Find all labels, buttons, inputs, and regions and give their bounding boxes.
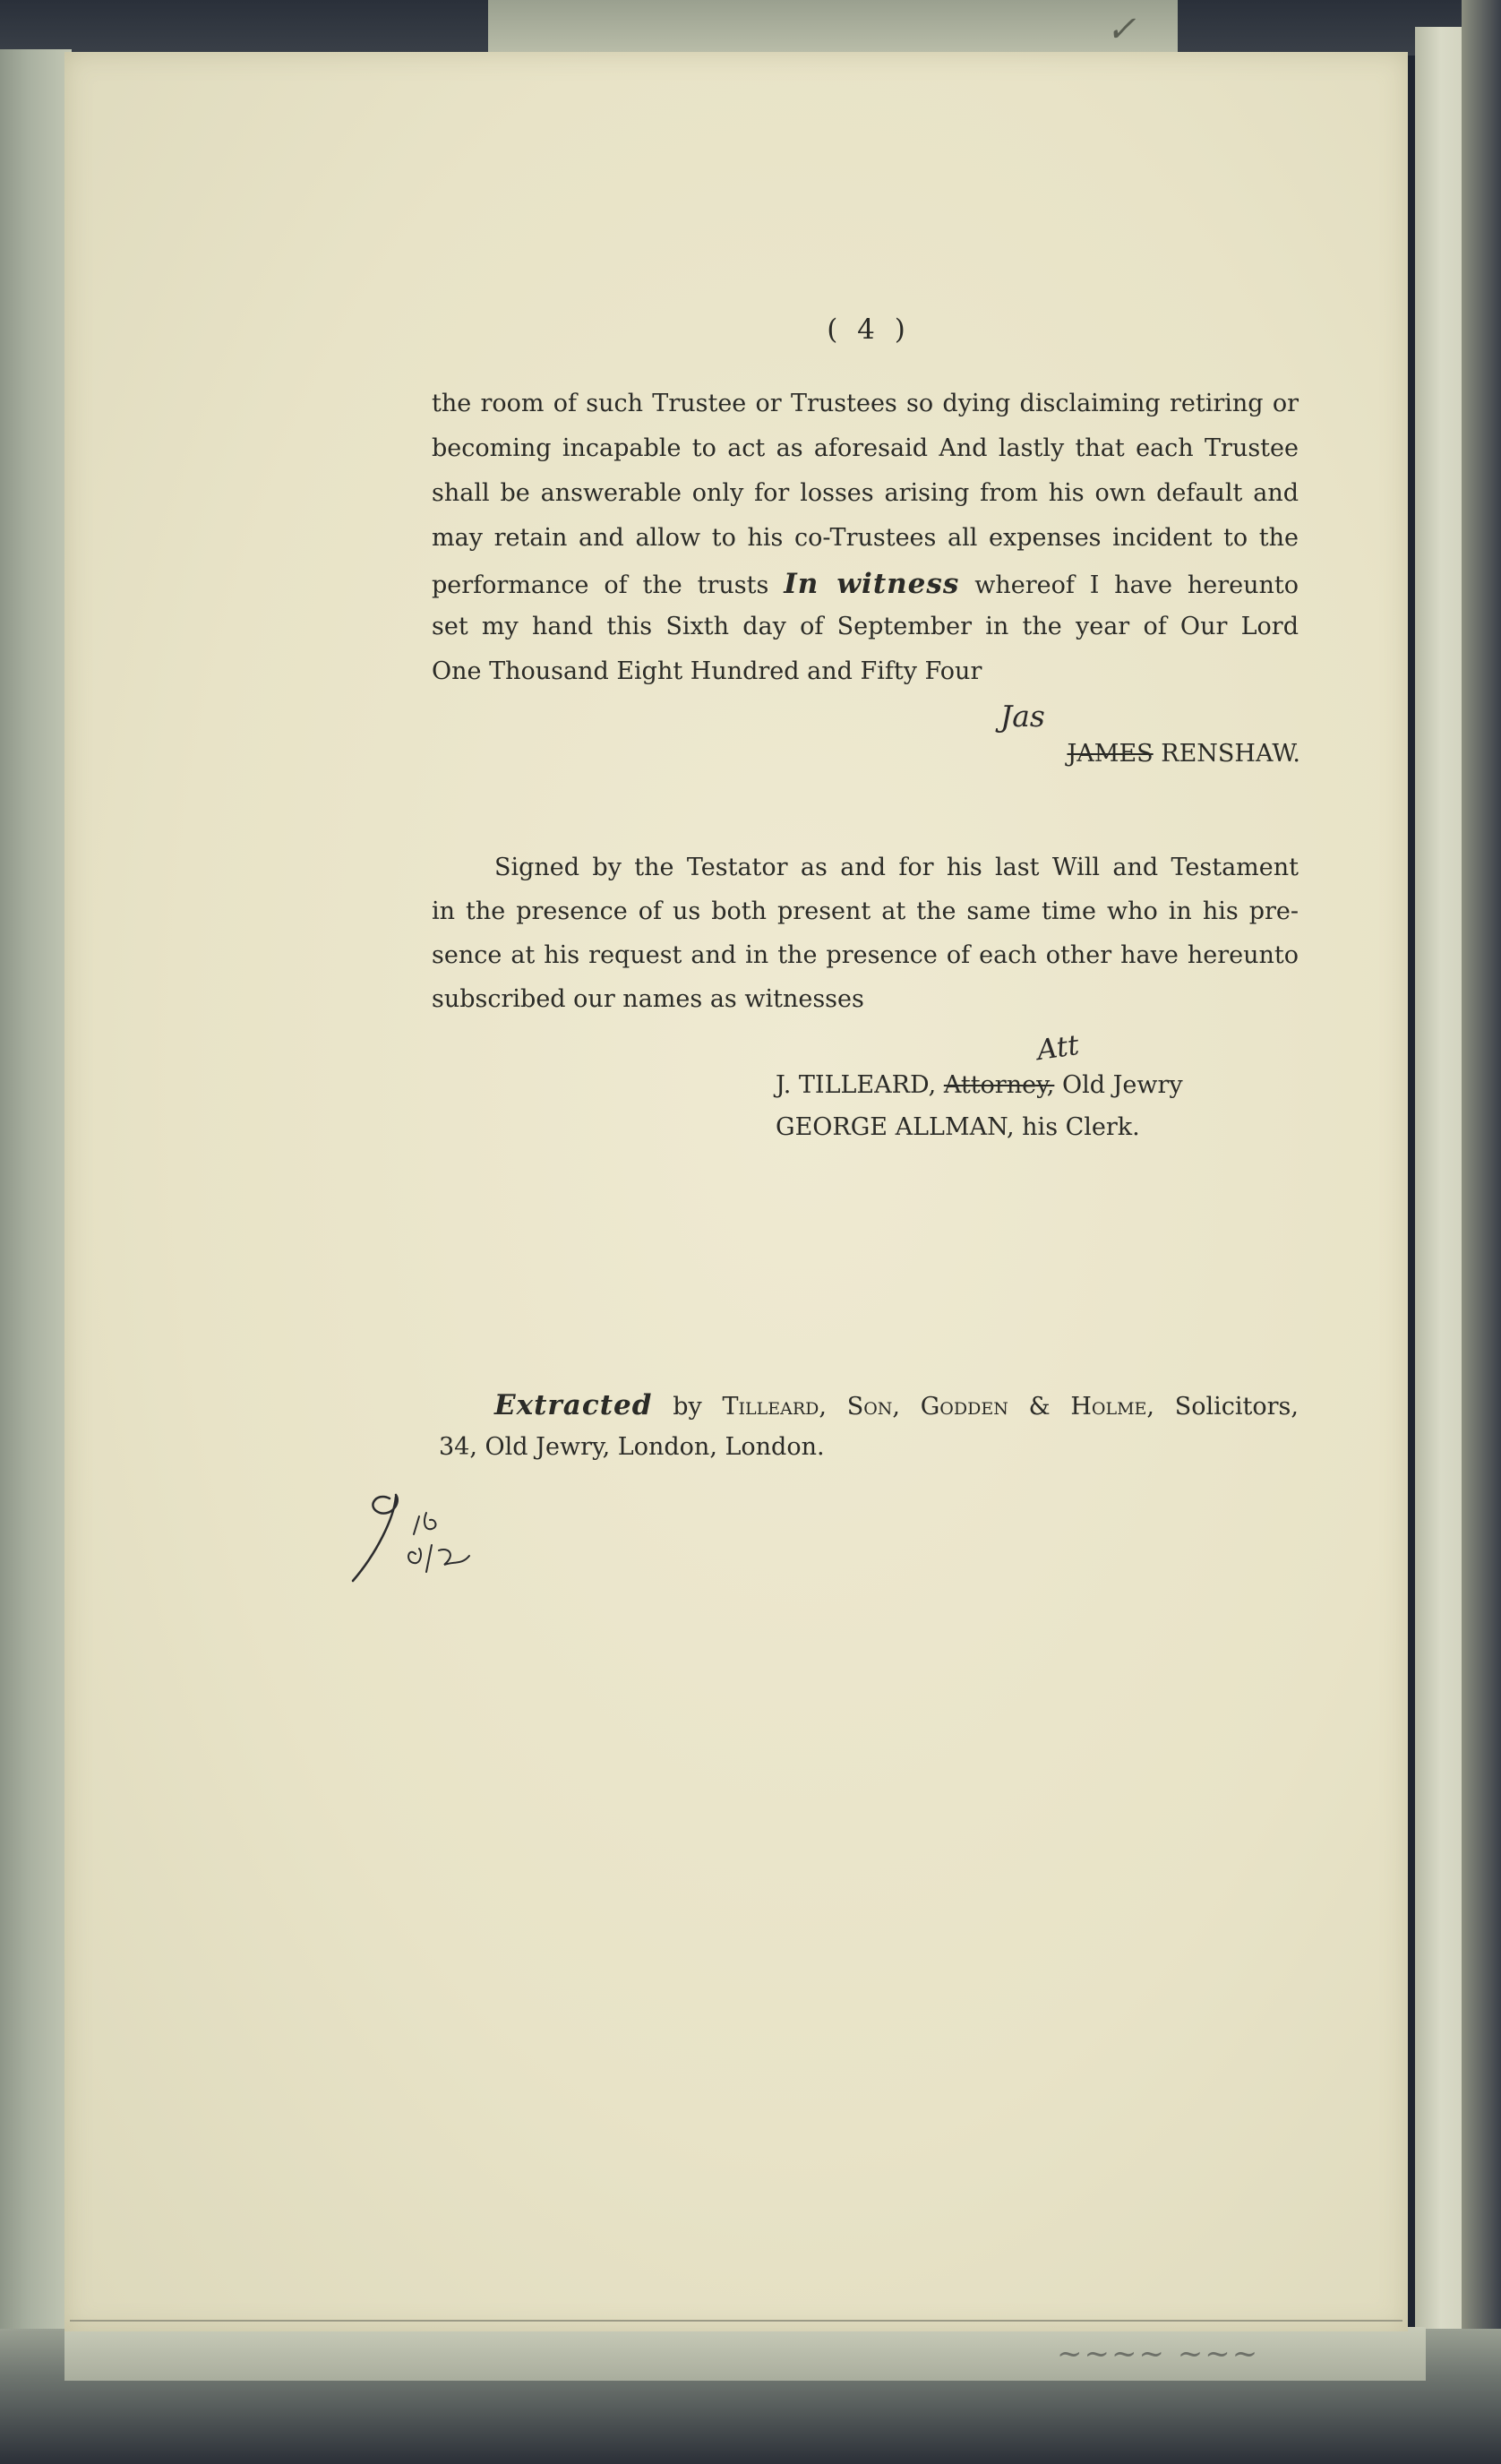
- struck-forename: JAMES: [1067, 740, 1154, 768]
- book-right-edge: [1462, 0, 1501, 2464]
- body-line-1: the room of such Trustee or Trustees so dying disclaiming retiring or: [432, 390, 1299, 417]
- page-number: ( 4 ): [827, 313, 911, 346]
- bottom-faint-scribble: ~~~~ ~~~: [1057, 2336, 1260, 2372]
- witness-1-name: J. TILLEARD,: [776, 1071, 937, 1099]
- body-line-5-start: performance of the trusts: [432, 571, 769, 599]
- body-line-5-end: whereof I have hereunto: [974, 571, 1299, 599]
- body-line-5: [432, 568, 1299, 600]
- attestation-line-3: sence at his request and in the presence of each other have hereunto: [432, 941, 1299, 969]
- testator-surname: RENSHAW.: [1161, 740, 1300, 768]
- body-line-2: becoming incapable to act as aforesaid And lastly that each Trustee: [432, 434, 1299, 462]
- attestation-line-2: in the presence of us both present at the same time who in his pre-: [432, 897, 1299, 925]
- in-witness-heading: In witness: [784, 568, 960, 600]
- book-left-board: [0, 49, 72, 2405]
- extracted-by: by: [673, 1393, 702, 1421]
- handwritten-initials-mark: [349, 1482, 519, 1590]
- body-line-3: shall be answerable only for losses arising from his own default and: [432, 479, 1299, 507]
- testator-signature: [987, 740, 1300, 768]
- pencil-mark-decoration: ✓: [1106, 9, 1136, 50]
- witness-2: GEORGE ALLMAN, his Clerk.: [776, 1113, 1140, 1141]
- scan-top-tab: [488, 0, 1178, 54]
- solicitor-address: 34, Old Jewry, London, London.: [439, 1433, 825, 1461]
- handwritten-att: Att: [1034, 1028, 1082, 1068]
- attestation-line-4: subscribed our names as witnesses: [432, 985, 864, 1013]
- witness-1: [776, 1071, 1183, 1099]
- solicitor-firm: Tilleard, Son, Godden & Holme,: [722, 1393, 1155, 1421]
- body-line-4: may retain and allow to his co-Trustees all expenses incident to the: [432, 524, 1299, 552]
- witness-1-address: Old Jewry: [1061, 1071, 1183, 1099]
- witness-1-struck-title: Attorney,: [943, 1071, 1055, 1099]
- body-line-7: One Thousand Eight Hundred and Fifty Four: [432, 657, 982, 685]
- attestation-line-1: Signed by the Testator as and for his last Will and Testament: [494, 854, 1299, 881]
- body-line-6: set my hand this Sixth day of September in the year of Our Lord: [432, 613, 1299, 640]
- solicitor-role: Solicitors,: [1174, 1393, 1299, 1421]
- extracted-label: Extracted: [494, 1389, 653, 1421]
- page-bottom-rule: [70, 2320, 1402, 2322]
- handwritten-jas: Jas: [1000, 699, 1045, 734]
- extracted-line: [494, 1389, 1299, 1421]
